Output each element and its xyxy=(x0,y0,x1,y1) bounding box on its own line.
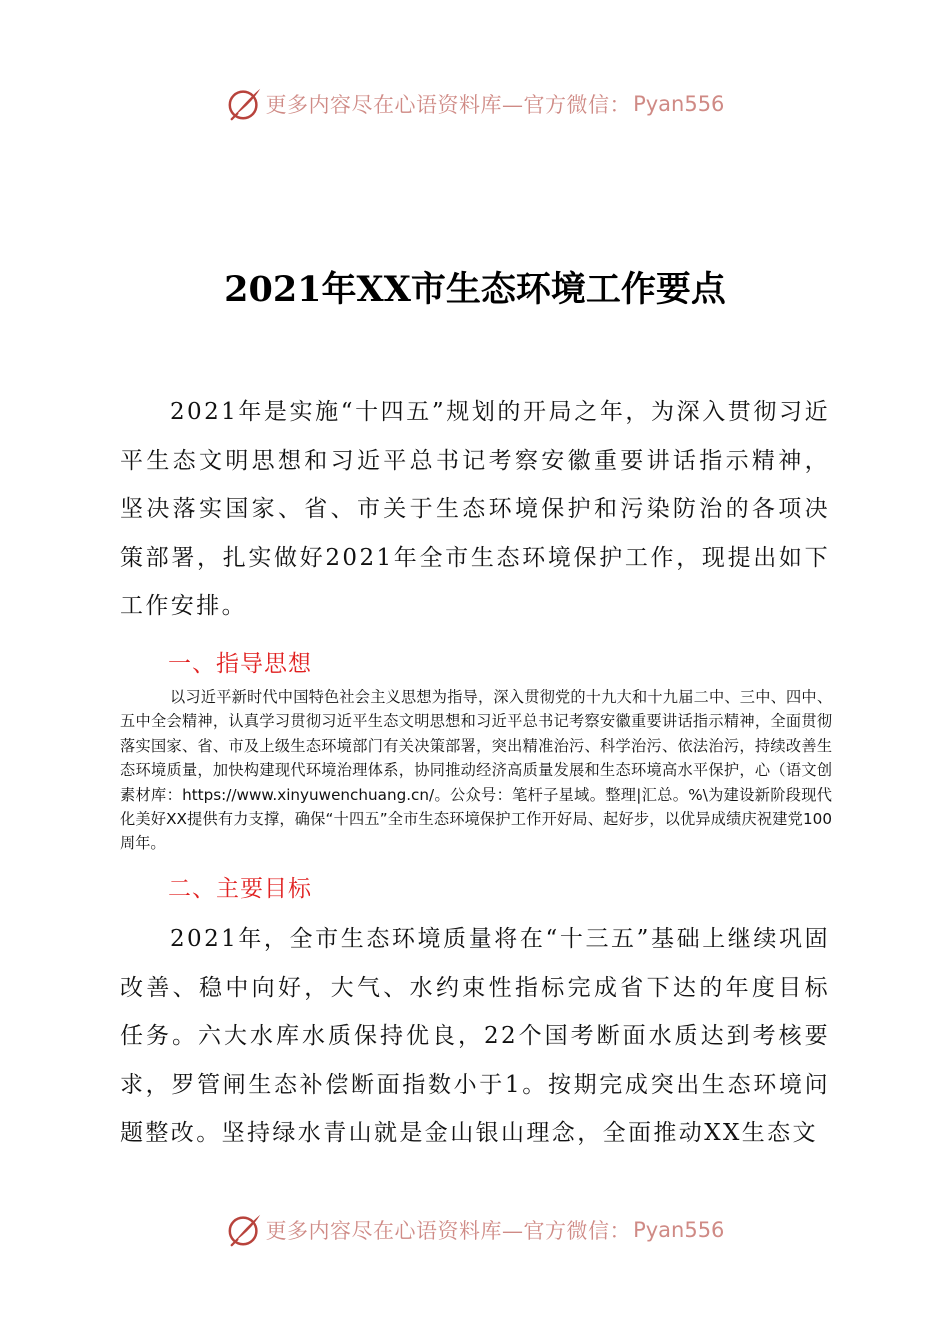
footer-watermark-banner xyxy=(0,1208,950,1252)
banner-wechat-id: Pyan556 xyxy=(633,92,725,116)
section-heading-main-goals: 二、主要目标 xyxy=(168,876,312,902)
banner-wechat-id: Pyan556 xyxy=(633,1218,725,1242)
document-title: 2021年XX市生态环境工作要点 xyxy=(224,269,726,310)
guiding-ideology-paragraph: 以习近平新时代中国特色社会主义思想为指导，深入贯彻党的十九大和十九届二中、三中、四中、五中全会精神，认真学习贯彻习近平生态文明思想和习近平总书记考察安徽重要讲话指示精神，全面贯彻落实国家、省、市及上级生态环境部门有关决策部署，突出精准治污、科学治污、依法治污，持续改善生态环境质量，加快构建现代环境治理体系，协同推动经济高质量发展和生态环境高水平保护，心（语文创素材库：https://www.xinyuwenchuang.cn/。公众号：笔杆子星域。整理|汇总。%\为建设新阶段现代化美好XX提供有力支撑，确保“十四五”全市生态环境保护工作开好局、起好步，以优异成绩庆祝建党100周年。 xyxy=(120,688,832,853)
main-goals-paragraph: 2021年，全市生态环境质量将在“十三五”基础上继续巩固改善、稳中向好，大气、水约束性指标完成省下达的年度目标任务。六大水库水质保持优良，22个国考断面水质达到考核要求，罗管闸生态补偿断面指数小于1。按期完成突出生态环境问题整改。坚持绿水青山就是金山银山理念，全面推动XX生态文 xyxy=(120,926,830,1146)
quill-logo-icon xyxy=(226,1211,264,1249)
header-watermark-banner xyxy=(0,82,950,126)
banner-text: 更多内容尽在心语资料库—官方微信： xyxy=(265,93,632,117)
intro-paragraph: 2021年是实施“十四五”规划的开局之年，为深入贯彻习近平生态文明思想和习近平总书记考察安徽重要讲话指示精神，坚决落实国家、省、市关于生态环境保护和污染防治的各项决策部署，扎实做好2021年全市生态环境保护工作，现提出如下工作安排。 xyxy=(120,399,830,619)
banner-text: 更多内容尽在心语资料库—官方微信： xyxy=(265,1219,632,1243)
quill-logo-icon xyxy=(226,85,264,123)
section-heading-guiding-ideology: 一、指导思想 xyxy=(168,651,312,677)
